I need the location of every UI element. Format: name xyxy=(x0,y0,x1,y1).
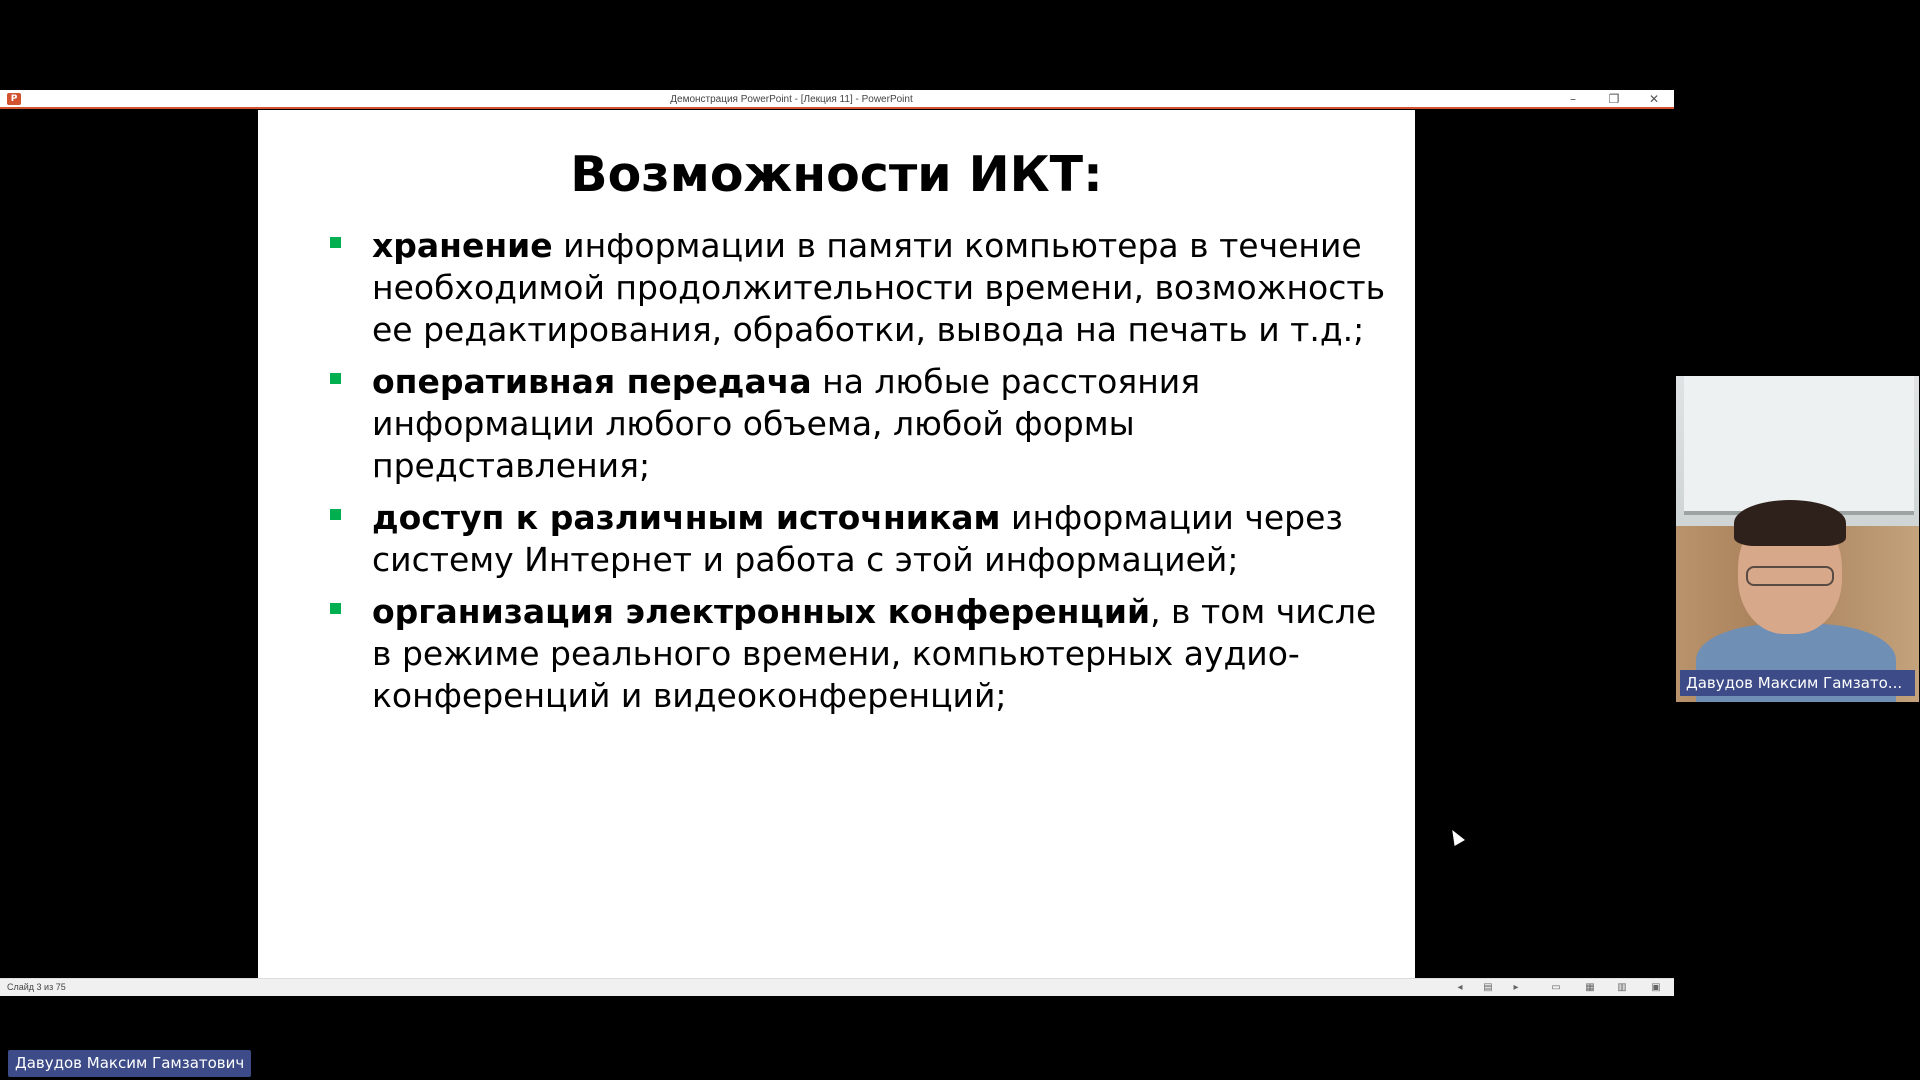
slide-title: Возможности ИКТ: xyxy=(570,146,1103,203)
window-title: Демонстрация PowerPoint - [Лекция 11] - PowerPoint xyxy=(670,94,913,105)
slide-sorter-icon[interactable]: ▦ xyxy=(1585,982,1595,993)
notes-icon[interactable]: ▤ xyxy=(1483,982,1493,993)
bullet-keyword: оперативная передача xyxy=(372,362,812,401)
bullet-item xyxy=(330,497,1390,581)
reading-view-icon[interactable]: ▥ xyxy=(1617,982,1627,993)
video-background-board xyxy=(1684,376,1914,515)
normal-view-icon[interactable]: ▭ xyxy=(1551,982,1561,993)
powerpoint-window xyxy=(0,90,1674,996)
window-titlebar xyxy=(0,90,1674,109)
bullet-list xyxy=(330,225,1390,727)
participant-glasses xyxy=(1746,566,1834,586)
slide-canvas[interactable] xyxy=(258,110,1415,978)
bullet-item xyxy=(330,591,1390,717)
participant-hair xyxy=(1734,500,1846,546)
minimize-button[interactable]: – xyxy=(1570,92,1576,106)
bullet-keyword: доступ к различным источникам xyxy=(372,498,1001,537)
slideshow-view-icon[interactable]: ▣ xyxy=(1651,982,1661,993)
participant-video-tile[interactable] xyxy=(1676,376,1919,702)
previous-slide-icon[interactable]: ◂ xyxy=(1457,982,1463,993)
bullet-text: информации в памяти компьютера в течение необходимой продолжительности времени, возможность ее редактирования, обработки, вывода на печать и т.д.; xyxy=(372,226,1386,349)
bullet-item xyxy=(330,225,1390,351)
bullet-text: на любые расстояния информации любого объема, любой формы представления; xyxy=(372,362,1201,485)
close-button[interactable]: ✕ xyxy=(1648,92,1660,106)
powerpoint-app-icon[interactable]: P xyxy=(7,93,21,105)
bullet-square-icon xyxy=(330,603,341,614)
slide-counter: Слайд 3 из 75 xyxy=(7,982,66,992)
video-tile-name-label: Давудов Максим Гамзато... xyxy=(1680,670,1915,696)
bullet-text: информации через систему Интернет и работа с этой информацией; xyxy=(372,498,1343,579)
presenter-name-label: Давудов Максим Гамзатович xyxy=(8,1050,251,1077)
bullet-square-icon xyxy=(330,509,341,520)
statusbar xyxy=(0,978,1674,996)
restore-button[interactable]: ❐ xyxy=(1608,92,1620,106)
bullet-square-icon xyxy=(330,237,341,248)
bullet-text: , в том числе в режиме реального времени, компьютерных аудио-конференций и видеоконференций; xyxy=(372,592,1377,715)
bullet-keyword: хранение xyxy=(372,226,553,265)
bullet-item xyxy=(330,361,1390,487)
bullet-keyword: организация электронных конференций xyxy=(372,592,1151,631)
next-slide-icon[interactable]: ▸ xyxy=(1513,982,1519,993)
bullet-square-icon xyxy=(330,373,341,384)
